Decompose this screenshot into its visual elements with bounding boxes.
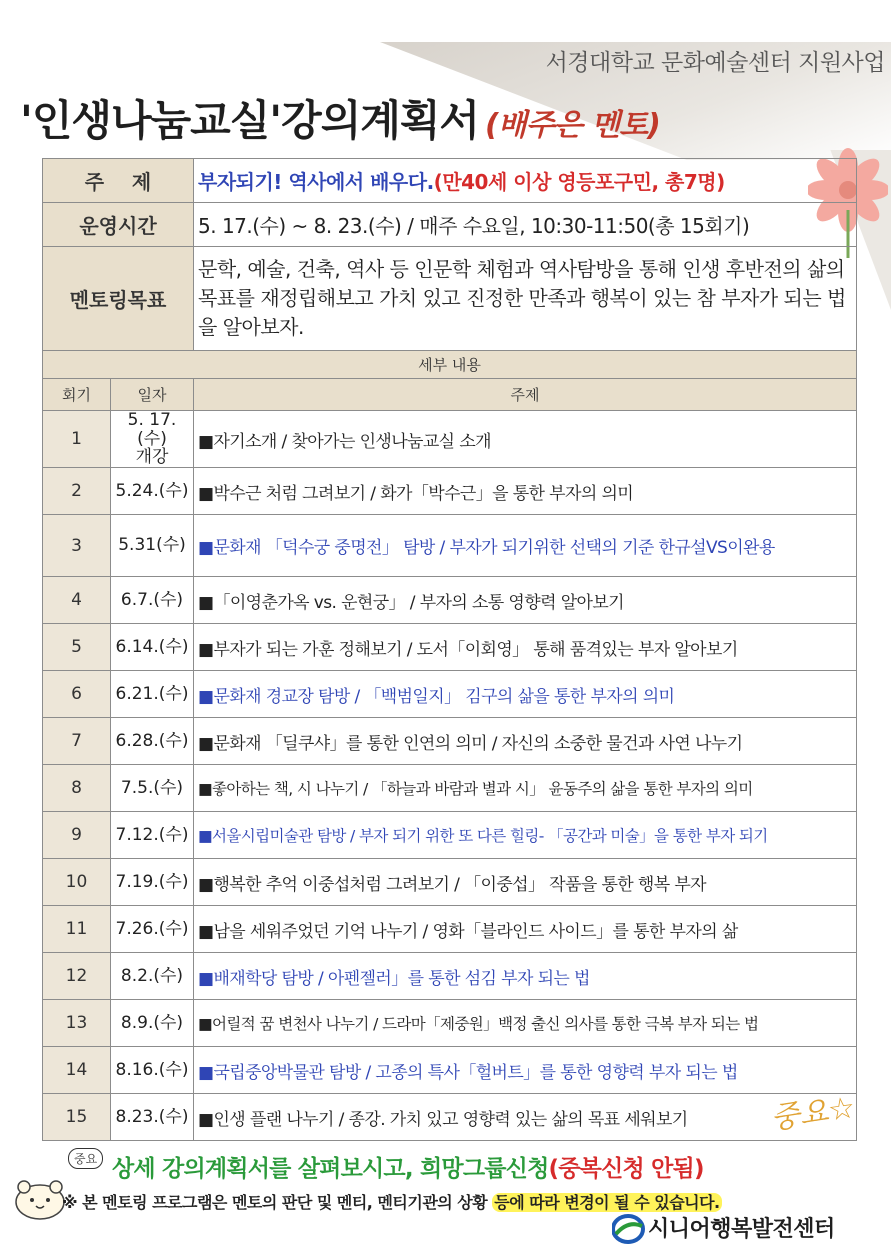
- page-title: [20, 88, 660, 148]
- table-row: [43, 1047, 857, 1094]
- time-row: [43, 203, 857, 247]
- session-date-value: 6.28.(수): [115, 730, 189, 751]
- session-date: [111, 624, 194, 671]
- session-date: [111, 859, 194, 906]
- theme-note: (만40세 이상 영등포구민, 총7명): [433, 170, 725, 194]
- session-number: 2: [43, 468, 111, 515]
- table-row: [43, 468, 857, 515]
- title-text: '인생나눔교실'강의계획서: [20, 96, 480, 145]
- session-number: 1: [43, 411, 111, 468]
- session-number: 9: [43, 812, 111, 859]
- disclaimer-highlight: 등에 따라 변경이 될 수 있습니다.: [494, 1193, 720, 1212]
- apply-notice: [112, 1150, 704, 1183]
- session-topic: ■서울시립미술관 탐방 / 부자 되기 위한 또 다른 힐링- 「공간과 미술」을 통한 부자 되기: [194, 812, 857, 859]
- table-row: [43, 515, 857, 577]
- apply-notice-main: 상세 강의계획서를 살펴보시고, 희망그룹신청: [112, 1156, 549, 1182]
- session-date-value: 8.2.(수): [120, 965, 184, 986]
- time-value: 5. 17.(수) ~ 8. 23.(수) / 매주 수요일, 10:30-11:50(총 15회기): [194, 203, 857, 247]
- session-date-value: 8.23.(수): [115, 1106, 189, 1127]
- session-date: [111, 468, 194, 515]
- session-number: 6: [43, 671, 111, 718]
- session-topic: ■문화재 경교장 탐방 / 「백범일지」 김구의 삶을 통한 부자의 의미: [194, 671, 857, 718]
- session-date-value: 6.21.(수): [115, 683, 189, 704]
- goal-value: 문학, 예술, 건축, 역사 등 인문학 체험과 역사탐방을 통해 인생 후반전의 삶의 목표를 재정립해보고 가치 있고 진정한 만족과 행복이 있는 참 부자가 되는 법을 알아보자.: [194, 247, 857, 351]
- session-date-note: 개강: [135, 447, 169, 468]
- session-topic: ■행복한 추억 이중섭처럼 그려보기 / 「이중섭」 작품을 통한 행복 부자: [194, 859, 857, 906]
- important-badge: 중요: [68, 1148, 103, 1169]
- session-date: [111, 906, 194, 953]
- session-number: 14: [43, 1047, 111, 1094]
- session-number: 5: [43, 624, 111, 671]
- theme-row: [43, 159, 857, 203]
- column-header-topic: 주제: [194, 379, 857, 411]
- bear-mascot-icon: [10, 1172, 70, 1222]
- important-stamp: 중요☆: [768, 1090, 858, 1137]
- session-number: 7: [43, 718, 111, 765]
- session-date: [111, 1094, 194, 1141]
- column-header-row: [43, 379, 857, 411]
- detail-heading-row: [43, 351, 857, 379]
- session-topic: ■부자가 되는 가훈 정해보기 / 도서「이회영」 통해 품격있는 부자 알아보기: [194, 624, 857, 671]
- goal-label: 멘토링목표: [43, 247, 194, 351]
- session-topic: ■어릴적 꿈 변천사 나누기 / 드라마「제중원」백정 출신 의사를 통한 극복 부자 되는 법: [194, 1000, 857, 1047]
- session-date: [111, 411, 194, 468]
- session-date-value: 7.19.(수): [115, 871, 189, 892]
- session-date: [111, 812, 194, 859]
- table-row: [43, 906, 857, 953]
- session-date: [111, 953, 194, 1000]
- session-topic: ■남을 세워주었던 기억 나누기 / 영화「블라인드 사이드」를 통한 부자의 삶: [194, 906, 857, 953]
- session-date-value: 6.7.(수): [120, 589, 184, 610]
- session-number: 8: [43, 765, 111, 812]
- session-topic: ■배재학당 탐방 / 아펜젤러」를 통한 섬김 부자 되는 법: [194, 953, 857, 1000]
- session-topic: ■박수근 처럼 그려보기 / 화가「박수근」을 통한 부자의 의미: [194, 468, 857, 515]
- session-number: 10: [43, 859, 111, 906]
- session-list: [43, 411, 857, 1141]
- apply-notice-warning: (중복신청 안됨): [548, 1156, 704, 1182]
- change-disclaimer: [62, 1190, 722, 1213]
- session-date-value: 5. 17.(수): [127, 410, 177, 449]
- center-logo-icon: [612, 1214, 648, 1244]
- session-number: 13: [43, 1000, 111, 1047]
- session-date-value: 7.26.(수): [115, 918, 189, 939]
- table-row: [43, 765, 857, 812]
- table-row: [43, 671, 857, 718]
- session-date-value: 8.16.(수): [115, 1059, 189, 1080]
- table-row: [43, 411, 857, 468]
- session-number: 11: [43, 906, 111, 953]
- session-number: 3: [43, 515, 111, 577]
- session-date-value: 7.5.(수): [120, 777, 184, 798]
- disclaimer-text: ※ 본 멘토링 프로그램은 멘토의 판단 및 멘티, 멘티기관의 상황: [62, 1193, 493, 1212]
- theme-label: 주 제: [43, 159, 194, 203]
- session-topic: ■자기소개 / 찾아가는 인생나눔교실 소개: [194, 411, 857, 468]
- session-date: [111, 718, 194, 765]
- session-number: 15: [43, 1094, 111, 1141]
- table-row: [43, 718, 857, 765]
- table-row: [43, 812, 857, 859]
- goal-row: [43, 247, 857, 351]
- column-header-session: 회기: [43, 379, 111, 411]
- time-label: 운영시간: [43, 203, 194, 247]
- session-date: [111, 577, 194, 624]
- session-date-value: 5.31(수): [118, 535, 186, 556]
- session-topic: ■인생 플랜 나누기 / 종강. 가치 있고 영향력 있는 삶의 목표 세워보기: [194, 1094, 857, 1141]
- session-date: [111, 515, 194, 577]
- table-row: [43, 577, 857, 624]
- mentor-name: (배주은 멘토): [485, 108, 660, 143]
- session-date: [111, 1047, 194, 1094]
- table-row: [43, 953, 857, 1000]
- column-header-date: 일자: [111, 379, 194, 411]
- session-date-value: 7.12.(수): [115, 824, 189, 845]
- session-date-value: 6.14.(수): [115, 636, 189, 657]
- table-row: [43, 859, 857, 906]
- session-number: 12: [43, 953, 111, 1000]
- theme-main: 부자되기! 역사에서 배우다.: [198, 170, 434, 194]
- session-topic: ■문화재 「딜쿠샤」를 통한 인연의 의미 / 자신의 소중한 물건과 사연 나누기: [194, 718, 857, 765]
- session-topic: ■문화재 「덕수궁 중명전」 탐방 / 부자가 되기위한 선택의 기준 한규설VS이완용: [194, 515, 857, 577]
- session-date-value: 5.24.(수): [115, 480, 189, 501]
- center-name: 시니어행복발전센터: [648, 1217, 835, 1242]
- table-row: [43, 624, 857, 671]
- session-topic: ■국립중앙박물관 탐방 / 고종의 특사「헐버트」를 통한 영향력 부자 되는 법: [194, 1047, 857, 1094]
- session-number: 4: [43, 577, 111, 624]
- session-date-value: 8.9.(수): [120, 1012, 184, 1033]
- session-date: [111, 671, 194, 718]
- session-topic: ■「이영춘가옥 vs. 운현궁」 / 부자의 소통 영향력 알아보기: [194, 577, 857, 624]
- table-row: [43, 1094, 857, 1141]
- session-topic: ■좋아하는 책, 시 나누기 / 「하늘과 바람과 별과 시」 윤동주의 삶을 통한 부자의 의미: [194, 765, 857, 812]
- session-date: [111, 765, 194, 812]
- detail-heading: 세부 내용: [43, 351, 857, 379]
- session-date: [111, 1000, 194, 1047]
- sponsor-line: 서경대학교 문화예술센터 지원사업: [545, 50, 885, 76]
- table-row: [43, 1000, 857, 1047]
- lecture-plan-table: [42, 158, 857, 1141]
- theme-value: [194, 159, 857, 203]
